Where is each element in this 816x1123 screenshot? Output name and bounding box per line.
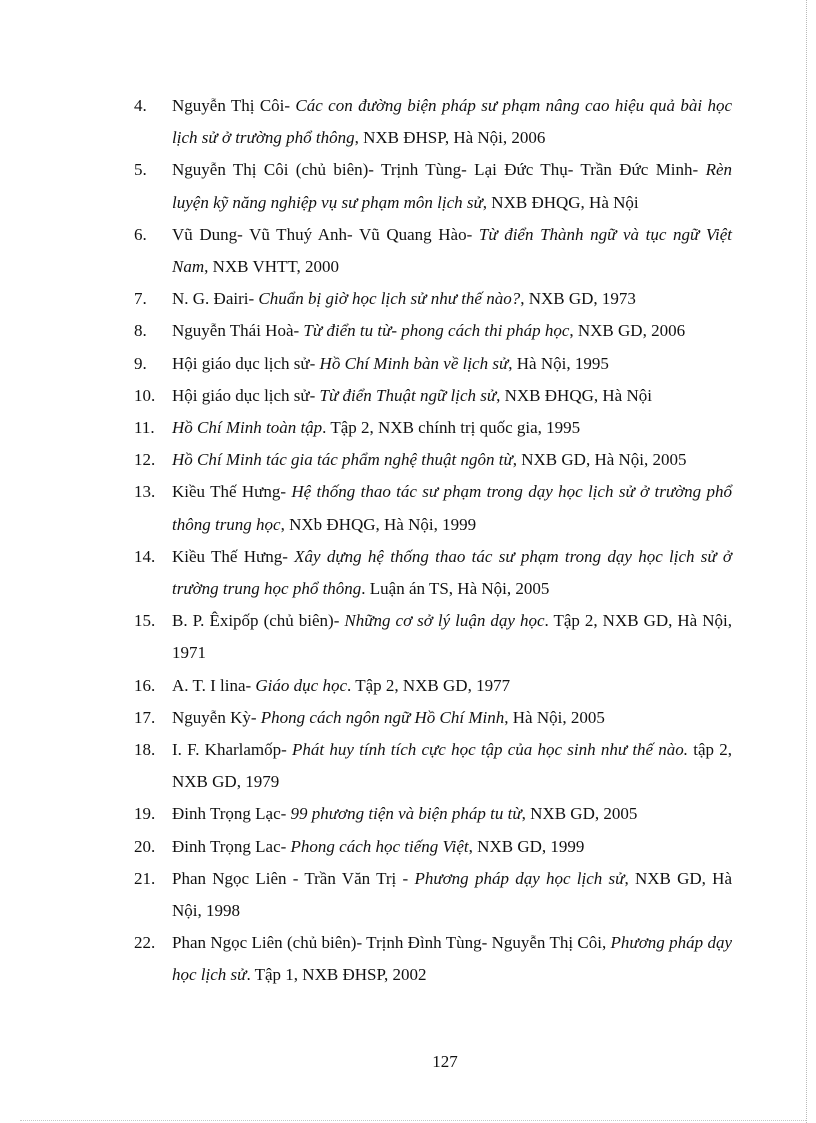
reference-number: 9.: [134, 353, 147, 373]
reference-details: , Hà Nội, 1995: [508, 353, 609, 373]
reference-item: [134, 283, 732, 315]
reference-details: , NXB VHTT, 2000: [204, 257, 340, 277]
reference-author: Phan Ngọc Liên (chủ biên)- Trịnh Đình Tùng- Nguyễn Thị Côi,: [172, 933, 607, 953]
reference-details: , NXB GD, Hà Nội, 1998: [172, 868, 732, 921]
reference-details: , NXB GD, 1973: [520, 289, 636, 309]
reference-details: , Hà Nội, 2005: [504, 707, 605, 727]
reference-details: , NXb ĐHQG, Hà Nội, 1999: [280, 514, 477, 534]
reference-author: Kiều Thế Hưng-: [172, 482, 287, 502]
reference-text: [172, 734, 732, 798]
reference-text: [172, 283, 732, 315]
reference-details: . Luận án TS, Hà Nội, 2005: [361, 579, 550, 599]
reference-details: , NXB GD, 2006: [569, 321, 686, 341]
reference-author: I. F. Kharlamốp-: [172, 740, 287, 760]
reference-number: 20.: [134, 836, 156, 856]
reference-list: [134, 90, 732, 992]
reference-text: [172, 412, 732, 444]
reference-title: Hồ Chí Minh toàn tập: [172, 418, 323, 438]
reference-title: Hồ Chí Minh bàn về lịch sử: [319, 353, 509, 373]
reference-text: [172, 219, 732, 283]
reference-number: 21.: [134, 868, 156, 888]
reference-text: [172, 702, 732, 734]
reference-details: , NXB ĐHSP, Hà Nội, 2006: [354, 128, 546, 148]
reference-number: 19.: [134, 804, 156, 824]
reference-item: [134, 476, 732, 540]
reference-title: Từ điển tu từ- phong cách thi pháp học: [303, 321, 570, 341]
reference-number: 14.: [134, 546, 156, 566]
reference-item: [134, 702, 732, 734]
reference-author: Đinh Trọng Lạc-: [172, 804, 287, 824]
reference-item: [134, 380, 732, 412]
reference-title: Từ điển Thành ngữ và tục ngữ Việt Nam: [172, 224, 733, 277]
reference-details: tập 2, NXB GD, 1979: [172, 740, 733, 792]
page-border-right: [806, 0, 807, 1123]
reference-item: [134, 90, 732, 154]
reference-text: [172, 863, 732, 927]
reference-text: [172, 798, 732, 830]
reference-item: [134, 315, 732, 347]
reference-author: Kiều Thế Hưng-: [172, 546, 288, 566]
reference-number: 4.: [134, 96, 147, 115]
reference-number: 6.: [134, 224, 147, 244]
reference-title: Hồ Chí Minh tác gia tác phẩm nghệ thuật ngôn từ: [172, 450, 513, 470]
reference-author: N. G. Đairi-: [172, 289, 255, 309]
reference-title: Xây dựng hệ thống thao tác sư phạm trong dạy học lịch sử ở trường trung học phổ thông: [172, 546, 732, 599]
reference-details: . Tập 2, NXB GD, 1977: [347, 675, 511, 695]
reference-item: [134, 541, 732, 605]
page-border-bottom: [20, 1120, 806, 1121]
reference-text: [172, 670, 732, 702]
reference-details: . Tập 1, NXB ĐHSP, 2002: [246, 965, 427, 985]
reference-title: Hệ thống thao tác sư phạm trong dạy học lịch sử ở trường phổ thông trung học: [172, 482, 733, 534]
reference-details: , NXB ĐHQG, Hà Nội: [482, 192, 639, 212]
reference-number: 16.: [134, 675, 156, 695]
reference-number: 13.: [134, 482, 156, 502]
reference-text: [172, 90, 732, 154]
reference-title: Từ điển Thuật ngữ lịch sử: [319, 385, 497, 405]
reference-details: , NXB GD, 2005: [521, 804, 638, 824]
reference-details: , NXB GD, Hà Nội, 2005: [512, 450, 687, 470]
reference-item: [134, 154, 732, 218]
reference-title: Giáo dục học: [255, 675, 347, 695]
reference-number: 17.: [134, 707, 156, 727]
reference-text: [172, 348, 732, 380]
reference-author: Nguyễn Thị Côi (chủ biên)- Trịnh Tùng- Lại Đức Thụ- Trần Đức Minh-: [172, 160, 699, 180]
reference-title: Chuẩn bị giờ học lịch sử như thế nào?: [258, 289, 521, 309]
reference-number: 8.: [134, 321, 147, 341]
reference-author: Vũ Dung- Vũ Thuý Anh- Vũ Quang Hào-: [172, 224, 473, 244]
reference-number: 5.: [134, 160, 147, 180]
reference-title: Những cơ sở lý luận dạy học: [344, 611, 545, 631]
reference-number: 10.: [134, 385, 156, 405]
reference-text: [172, 315, 732, 347]
reference-title: Các con đường biện pháp sư phạm nâng cao hiệu quả bài học lịch sử ở trường phổ thông: [172, 96, 732, 148]
reference-number: 12.: [134, 450, 156, 470]
reference-number: 18.: [134, 740, 156, 760]
reference-text: [172, 154, 732, 218]
reference-text: [172, 444, 732, 476]
reference-number: 15.: [134, 611, 156, 631]
reference-author: Hội giáo dục lịch sử-: [172, 353, 316, 373]
reference-text: [172, 831, 732, 863]
reference-number: 22.: [134, 933, 156, 953]
reference-text: [172, 476, 732, 540]
reference-item: [134, 412, 732, 444]
reference-details: . Tập 2, NXB chính trị quốc gia, 1995: [322, 418, 581, 438]
reference-title: Phong cách học tiếng Việt: [290, 836, 469, 856]
reference-text: [172, 927, 732, 991]
reference-title: Phát huy tính tích cực học tập của học sinh như thế nào.: [292, 740, 689, 760]
reference-item: [134, 444, 732, 476]
reference-item: [134, 831, 732, 863]
reference-item: [134, 863, 732, 927]
reference-item: [134, 670, 732, 702]
reference-title: Phương pháp dạy học lịch sử: [172, 933, 732, 985]
reference-author: Đinh Trọng Lac-: [172, 836, 287, 856]
reference-text: [172, 380, 732, 412]
reference-item: [134, 219, 732, 283]
reference-author: Nguyễn Thị Côi-: [172, 96, 291, 115]
reference-item: [134, 927, 732, 991]
reference-item: [134, 798, 732, 830]
page-number: 127: [432, 1052, 458, 1071]
reference-title: Rèn luyện kỹ năng nghiệp vụ sư phạm môn lịch sử: [172, 160, 733, 212]
reference-author: Hội giáo dục lịch sử-: [172, 385, 316, 405]
reference-title: Phong cách ngôn ngữ Hồ Chí Minh: [260, 707, 505, 727]
reference-item: [134, 605, 732, 669]
reference-item: [134, 348, 732, 380]
reference-details: , NXB GD, 1999: [468, 836, 585, 856]
reference-author: Nguyễn Thái Hoà-: [172, 321, 300, 341]
reference-author: B. P. Êxipốp (chủ biên)-: [172, 611, 340, 631]
reference-details: . Tập 2, NXB GD, Hà Nội, 1971: [172, 611, 732, 663]
reference-title: Phương pháp dạy học lịch sử: [414, 868, 625, 888]
reference-title: 99 phương tiện và biện pháp tu từ: [290, 804, 522, 824]
reference-details: , NXB ĐHQG, Hà Nội: [496, 385, 652, 405]
reference-text: [172, 605, 732, 669]
reference-author: Nguyễn Kỳ-: [172, 707, 257, 727]
reference-author: Phan Ngọc Liên - Trần Văn Trị -: [172, 868, 409, 888]
reference-author: A. T. I lina-: [172, 675, 252, 695]
reference-item: [134, 734, 732, 798]
reference-number: 11.: [134, 418, 155, 438]
reference-number: 7.: [134, 289, 147, 309]
reference-text: [172, 541, 732, 605]
